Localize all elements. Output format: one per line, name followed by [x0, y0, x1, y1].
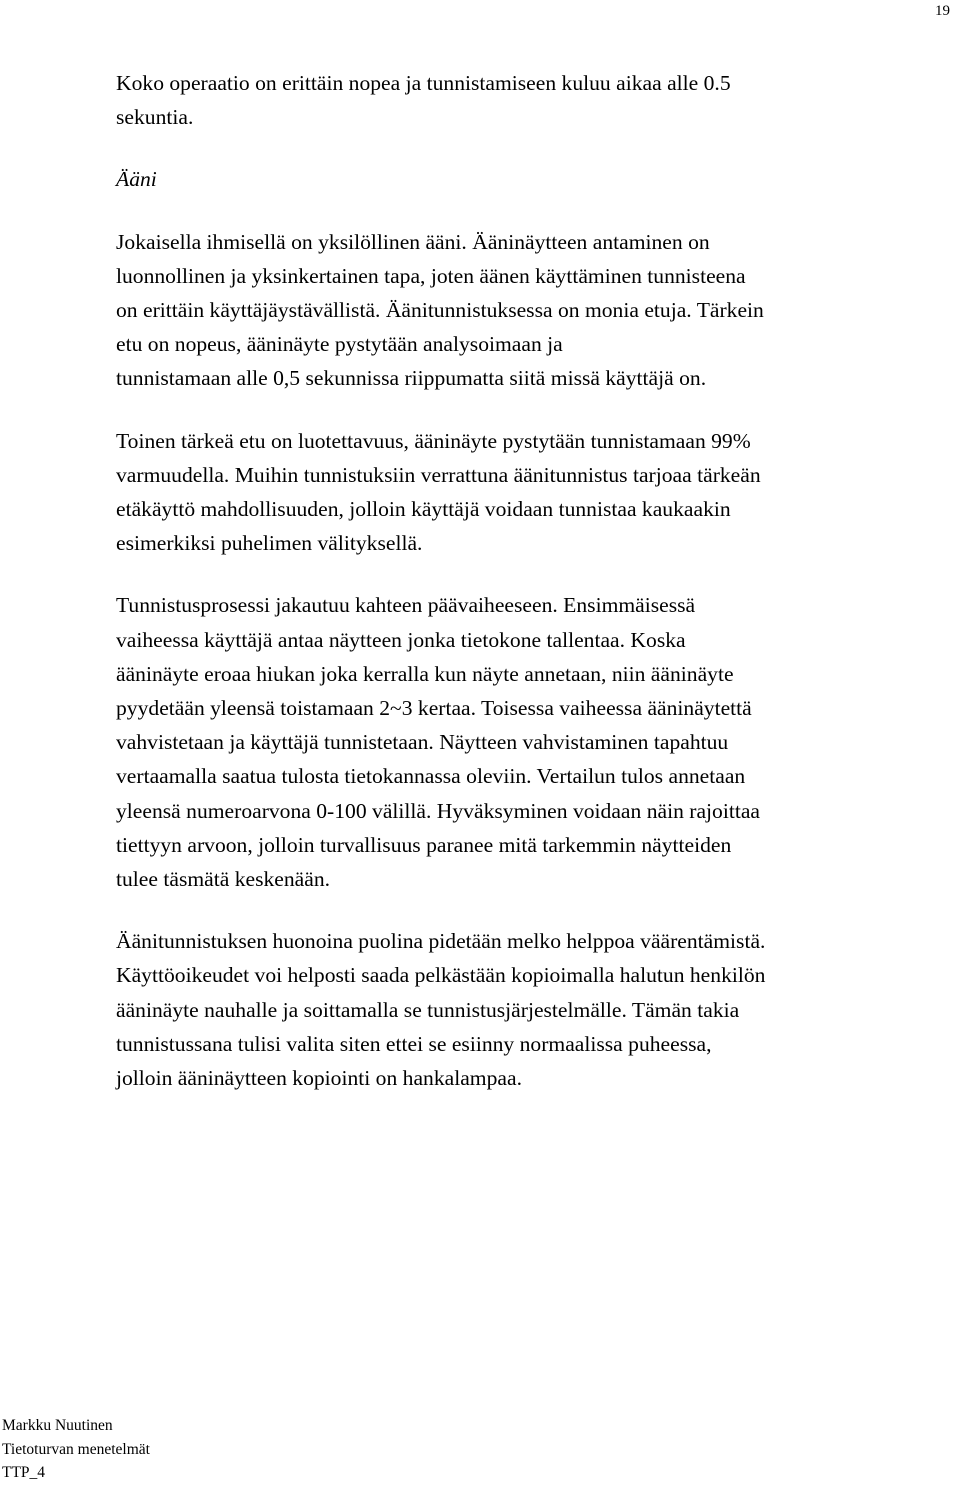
paragraph-weaknesses [116, 924, 956, 1095]
text-line: sekuntia. [116, 105, 194, 130]
text-line: tunnistamaan alle 0,5 sekunnissa riippumatta siitä missä käyttäjä on. [116, 366, 707, 391]
paragraph-reliability [116, 424, 956, 561]
text-line: ääninäyte nauhalle ja soittamalla se tunnistusjärjestelmälle. Tämän takia [116, 997, 740, 1022]
section-heading: Ääni [116, 167, 157, 192]
text-line: ääninäyte eroaa hiukan joka kerralla kun näyte annetaan, niin ääninäyte [116, 661, 734, 686]
paragraph-process [116, 588, 956, 896]
text-line: vertaamalla saatua tulosta tietokannassa oleviin. Vertailun tulos annetaan [116, 764, 746, 789]
footer-course: Tietoturvan menetelmät [2, 1440, 150, 1458]
text-line: Käyttöoikeudet voi helposti saada pelkästään kopioimalla halutun henkilön [116, 963, 766, 988]
text-line: varmuudella. Muihin tunnistuksiin verrattuna äänitunnistus tarjoaa tärkeän [116, 462, 761, 487]
text-line: pyydetään yleensä toistamaan 2~3 kertaa. Toisessa vaiheessa ääninäytettä [116, 696, 752, 721]
paragraph-voice-intro [116, 225, 956, 396]
text-line: luonnollinen ja yksinkertainen tapa, joten äänen käyttäminen tunnisteena [116, 263, 746, 288]
text-line: esimerkiksi puhelimen välityksellä. [116, 531, 423, 556]
text-line: tiettyyn arvoon, jolloin turvallisuus paranee mitä tarkemmin näytteiden [116, 832, 732, 857]
text-line: etu on nopeus, ääninäyte pystytään analysoimaan ja [116, 332, 563, 357]
page-number: 19 [935, 3, 950, 19]
text-line: vahvistetaan ja käyttäjä tunnistetaan. Näytteen vahvistaminen tapahtuu [116, 730, 729, 755]
text-line: yleensä numeroarvona 0-100 välillä. Hyväksyminen voidaan näin rajoittaa [116, 798, 761, 823]
text-line: Koko operaatio on erittäin nopea ja tunnistamiseen kuluu aikaa alle 0.5 [116, 71, 731, 95]
text-line: vaiheessa käyttäjä antaa näytteen jonka tietokone tallentaa. Koska [116, 627, 686, 652]
text-line: etäkäyttö mahdollisuuden, jolloin käyttäjä voidaan tunnistaa kaukaakin [116, 497, 731, 522]
document-body [116, 66, 956, 1095]
text-line: Jokaisella ihmisellä on yksilöllinen ääni. Ääninäytteen antaminen on [116, 229, 710, 254]
text-line: Äänitunnistuksen huonoina puolina pidetään melko helppoa väärentämistä. [116, 929, 766, 954]
footer-code: TTP_4 [2, 1464, 46, 1481]
text-line: tulee täsmätä keskenään. [116, 867, 331, 892]
text-line: jolloin ääninäytteen kopiointi on hankalampaa. [116, 1066, 522, 1091]
text-line: Toinen tärkeä etu on luotettavuus, ääninäyte pystytään tunnistamaan 99% [116, 428, 751, 453]
page-footer [2, 1414, 150, 1485]
text-line: tunnistussana tulisi valita siten ettei se esiinny normaalissa puheessa, [116, 1031, 712, 1056]
text-line: on erittäin käyttäjäystävällistä. Äänitunnistuksessa on monia etuja. Tärkein [116, 298, 764, 323]
footer-author: Markku Nuutinen [2, 1417, 113, 1434]
intro-paragraph [116, 66, 956, 134]
text-line: Tunnistusprosessi jakautuu kahteen päävaiheeseen. Ensimmäisessä [116, 593, 696, 618]
